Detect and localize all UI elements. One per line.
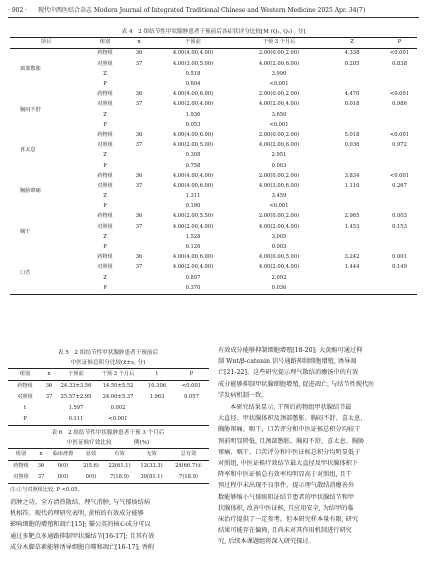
text-line: 机相符。现代药理研究表明, 黄柏的有效成分能够 <box>10 510 144 518</box>
table4-cell: 0.604 <box>185 81 201 88</box>
table5-row <box>8 381 209 393</box>
text-line: 结果可能存在偏倚, 且尚未对其作用机制进行研究 <box>218 527 352 535</box>
table5 <box>8 368 209 426</box>
table4-cell: 1.311 <box>185 193 201 200</box>
table5-cell <box>140 403 174 414</box>
table4-cell: 4.00(4.00,4.00) <box>172 172 214 179</box>
table6-header-cell: 组别 <box>15 450 27 457</box>
table4-header-cell: 项目 <box>40 39 52 46</box>
table6-header-cell: 有效 <box>114 450 125 457</box>
table4-cell: 0.267 <box>392 182 407 189</box>
table4-cell: <0.001 <box>269 203 289 210</box>
table6-cell: 36 <box>37 462 45 469</box>
table5-cell <box>174 403 209 414</box>
table4 <box>10 37 417 295</box>
table4-cell <box>382 151 417 161</box>
table4-header-cell: 组别 <box>99 39 111 46</box>
table4-item-label: 颈部憋胀 <box>20 65 41 72</box>
table4-cell <box>128 120 150 130</box>
text-line: 大直径、甲状腺体积及颈部憋胀、胸闷不舒、喜太息、 <box>218 415 367 423</box>
table5-header-cell: P <box>189 370 194 377</box>
journal-title: 现代中西医结合杂志 Modern Journal of Integrated Traditional Chinese and Western Medicine 2025 Apr. 34(7) <box>38 7 366 14</box>
table4-cell: 对照组 <box>97 264 113 271</box>
table4-cell: 4.00(4.00,6.00) <box>172 131 214 138</box>
text-line: 成分能够抑制甲状腺细胞增殖, 促进凋亡, 与结节性现代医 <box>218 380 375 388</box>
table4-cell: 对照组 <box>97 223 113 230</box>
table4-cell <box>128 151 150 161</box>
table5-cell: P <box>23 415 27 422</box>
table4-item-label: 口苦 <box>20 269 31 276</box>
table5-cell <box>42 403 56 414</box>
table4-cell <box>382 80 417 90</box>
table4-cell: 4.00(2.00,6.00) <box>258 142 300 149</box>
text-line: 究, 后续本课题组将深入研究探讨。 <box>218 538 315 546</box>
table4-cell: 0.149 <box>392 264 407 271</box>
table6-cell: 37 <box>37 473 45 480</box>
table4-cell <box>128 69 150 79</box>
table4-cell: 36 <box>135 50 143 57</box>
table4-cell <box>382 120 417 130</box>
table6-caption-line1: 表 6 2 组结节性甲状腺肿患者干预 3 个月后 <box>51 430 165 436</box>
table5-cell: 10.306 <box>147 382 167 389</box>
table4-cell: 0.370 <box>185 284 201 291</box>
table4-cell: 0.003 <box>271 162 287 169</box>
table4-cell: 4.00(3.00,5.00) <box>172 60 214 67</box>
table4-cell <box>322 273 382 283</box>
table4-cell <box>128 202 150 212</box>
table6-row <box>8 461 209 473</box>
table4-cell: 0.986 <box>392 101 407 108</box>
table4-cell: 4.00(4.00,6.00) <box>172 91 214 98</box>
text-line: 制 Wnt/β-catenin 信号通路抑制细胞增殖, 诱导凋 <box>218 358 357 366</box>
text-line: 本研究结果显示, 干预后药物组甲状腺结节最 <box>230 404 352 411</box>
text-line: 通过多靶点多通路抑制甲状腺结节[16-17]; 且其有效 <box>10 532 155 540</box>
table6-header-cell: n <box>39 450 43 457</box>
table5-cell <box>174 414 209 426</box>
table4-cell: Z <box>103 193 107 200</box>
table4-cell: <0.001 <box>389 91 410 98</box>
table5-header-cell: n <box>47 370 51 377</box>
table4-cell <box>322 110 382 120</box>
text-line: 预过程中未出现不良事件。提示理气散结消瘿善外 <box>218 482 355 490</box>
table4-cell: 4.470 <box>344 91 360 98</box>
table5-cell: 37 <box>45 393 53 400</box>
table4-cell: 3.990 <box>271 70 287 77</box>
table6-cell: 24(66.7)① <box>175 462 202 469</box>
table4-cell: 3.834 <box>344 172 360 179</box>
table4-cell <box>128 80 150 90</box>
table4-row <box>10 90 417 100</box>
table4-cell: P <box>103 81 107 88</box>
table4-cell: 4.00(4.00,6.00) <box>172 254 214 261</box>
table5-caption-line2: 中医证候总积分比较(x̄±s, 分) <box>70 360 146 366</box>
page-number: · 902 · <box>8 7 28 14</box>
table4-cell: <0.001 <box>269 121 289 128</box>
text-line: 亡[21-22]。这些研究提示理气散结消瘿汤中的有效 <box>218 369 359 377</box>
table4-item-label: 咽干 <box>20 228 31 235</box>
table5-cell: 1.597 <box>68 404 84 411</box>
table4-cell: 36 <box>135 172 143 179</box>
table4-cell: P <box>103 162 107 169</box>
table4-cell <box>128 232 150 242</box>
table6-cell: 22(61.1) <box>108 462 131 469</box>
table4-item-label: 喜太息 <box>20 147 36 154</box>
table4-cell: 对照组 <box>97 60 113 67</box>
table4-cell: 2.00(0.00,2.00) <box>258 131 300 138</box>
text-line: 对照组, 中医证候疗效结节最大直径及甲状腺体积下 <box>218 460 359 468</box>
table4-row <box>10 131 417 141</box>
table5-cell: 对照组 <box>17 393 33 400</box>
table4-cell: 2.951 <box>271 152 287 159</box>
table4-cell: 37 <box>135 223 143 230</box>
table6-header-cell: 临床痊愈 <box>52 450 74 457</box>
table5-header-cell: 干预前 <box>68 370 84 377</box>
table4-cell: 4.00(2.00,6.00) <box>258 60 300 67</box>
table4-cell <box>128 283 150 294</box>
table4-cell: 0.308 <box>185 152 201 159</box>
table4-cell: 1.444 <box>344 264 360 271</box>
table4-cell <box>128 192 150 202</box>
table4-cell: 0.153 <box>392 223 407 230</box>
running-header <box>8 5 419 18</box>
table5-cell: 24.33±3.56 <box>60 382 92 389</box>
table6-header-cell: 显效 <box>85 450 97 457</box>
table4-cell: 3.242 <box>344 254 360 261</box>
table6-cell: 0(0) <box>85 473 97 480</box>
table4-cell: 0.003 <box>271 244 287 251</box>
table4-cell: P <box>103 244 107 251</box>
table4-cell: 4.00(3.00,6.00) <box>258 182 300 189</box>
table4-cell: 4.00(2.00,4.00) <box>172 264 214 271</box>
table4-cell: 3.005 <box>271 233 287 240</box>
table4-cell: 药物组 <box>97 131 113 138</box>
table4-cell: 0.036 <box>271 284 287 291</box>
table4-cell: 0.053 <box>185 121 201 128</box>
table4-cell <box>322 120 382 130</box>
table4-cell: <0.001 <box>389 131 410 138</box>
table4-cell: 37 <box>135 264 143 271</box>
table4-cell: 4.00(2.00,4.00) <box>258 223 300 230</box>
table4-cell: 5.018 <box>344 131 360 138</box>
table6-cell: 12(33.3) <box>140 462 163 469</box>
table4-cell: 4.00(2.00,4.00) <box>258 101 300 108</box>
table4-cell: 0.018 <box>344 101 360 108</box>
table5-cell: <0.001 <box>108 415 128 422</box>
table4-caption: 表 4 2 组结节性甲状腺肿患者干预前后各症状评分比较[M (Q₁, Q₃) , 分] <box>121 29 306 35</box>
text-line: 窜痛、咽干、口苦评分和中医证候总积分均明显低于 <box>218 448 361 456</box>
table4-cell: P <box>103 121 107 128</box>
table4-header-cell: 干预 3 个月后 <box>262 39 296 46</box>
table6-caption-line2: 中医证候疗效比较 例(%) <box>66 440 150 446</box>
table5-row <box>8 414 209 426</box>
table4-cell <box>382 273 417 283</box>
table5-row <box>8 403 209 414</box>
table4-cell <box>322 80 382 90</box>
table4-cell: 0.036 <box>344 142 360 149</box>
table4-cell: 4.00(4.00,6.00) <box>172 182 214 189</box>
table4-cell: <0.001 <box>389 50 410 57</box>
text-line: 床治疗提供了一定参考。但本研究样本量有限, 研究 <box>218 516 359 524</box>
table4-cell: 4.00(2.00,5.00) <box>172 142 214 149</box>
table4-cell <box>322 69 382 79</box>
table4-cell: Z <box>103 70 107 77</box>
table4-cell: 2.00(0.00,2.00) <box>258 50 300 57</box>
table4-cell: 药物组 <box>97 50 113 57</box>
table4-cell <box>322 283 382 294</box>
table6-cell: 药物组 <box>13 462 29 469</box>
right-column-paragraph-1 <box>218 345 420 401</box>
table4-cell: 0.205 <box>344 60 360 67</box>
table4-header-cell: n <box>137 39 141 46</box>
table4-cell: 37 <box>135 182 143 189</box>
table4-row <box>10 253 417 263</box>
table4-cell: P <box>103 284 107 291</box>
text-line: 成分木脚草素能够诱导细胞自噬和凋亡[16-17]; 香附 <box>10 543 155 551</box>
table4-cell <box>382 192 417 202</box>
text-line: 消肿之功。全方清热散结、理气消肿, 与气郁痰结病 <box>10 499 151 506</box>
table4-cell <box>128 110 150 120</box>
table4-row <box>10 49 417 60</box>
table4-cell: Z <box>103 111 107 118</box>
table4-cell <box>382 232 417 242</box>
table4-header-cell: P <box>397 39 402 46</box>
table4-header-cell: 干预前 <box>185 39 201 46</box>
table4-cell: 药物组 <box>97 172 113 179</box>
table5-cell: 36 <box>45 382 53 389</box>
text-line: 状腺体积, 改善中医证候, 且应用安全, 为结甲的临 <box>218 504 354 512</box>
table4-cell <box>322 151 382 161</box>
table6-note: 注:①与对照组比较, P <0.05。 <box>10 487 83 493</box>
text-line: 胸胁窜痛、咽干、口苦评分和中医证候总积分均较干 <box>218 426 361 434</box>
table5-header-cell: 干预 3 个月后 <box>101 370 135 377</box>
table6-cell: 0(0) <box>57 473 69 480</box>
table4-cell: 2.00(0.00,2.00) <box>258 91 300 98</box>
table4-cell: 2.965 <box>344 213 360 220</box>
table6-cell: 0(0) <box>57 462 69 469</box>
table4-cell: 37 <box>135 101 143 108</box>
table4-cell: 2.00(0.00,2.00) <box>258 213 300 220</box>
table5-cell: 0.111 <box>68 415 84 422</box>
table5-cell <box>42 414 56 426</box>
table4-cell: 0.518 <box>185 70 201 77</box>
table4-cell: 对照组 <box>97 142 113 149</box>
table4-cell: 3.459 <box>271 193 287 200</box>
text-line: 数能够缩小气郁痰阻证结节患者的甲状腺结节和甲 <box>218 493 355 501</box>
table4-cell: 0.190 <box>185 203 201 210</box>
table5-cell: t <box>23 404 27 411</box>
table5-caption-line1: 表 5 2 组结节性甲状腺肿患者干预前后 <box>57 350 159 356</box>
table4-cell <box>382 161 417 171</box>
table4-cell: 0.897 <box>185 274 201 281</box>
table4-cell <box>382 202 417 212</box>
text-line: 学发病机制一致。 <box>218 391 268 399</box>
table4-cell: 3.650 <box>271 111 287 118</box>
table4-cell: 1.110 <box>344 182 360 189</box>
table5-row <box>8 392 209 403</box>
table6-cell: 对照组 <box>13 473 29 480</box>
table4-cell <box>322 161 382 171</box>
table5-cell: 0.002 <box>110 404 126 411</box>
table4-cell: 0.972 <box>392 142 407 149</box>
table6-cell: 30(81.1) <box>140 473 163 480</box>
text-line: 预前明显降低, 且颈部憋胀、胸闷不舒、喜太息、胸胁 <box>218 437 365 445</box>
table4-cell: 2.092 <box>271 274 287 281</box>
table4-cell: 0.758 <box>185 162 201 169</box>
table4-cell: Z <box>103 233 107 240</box>
table6-cell: 2(5.6) <box>83 462 99 469</box>
right-column-paragraph-2 <box>218 402 420 548</box>
table5-header-cell: 组别 <box>19 370 31 377</box>
table4-cell <box>382 243 417 253</box>
table4-cell: 药物组 <box>97 91 113 98</box>
table4-cell <box>128 273 150 283</box>
table4-cell: 36 <box>135 91 143 98</box>
table4-cell: Z <box>103 274 107 281</box>
table5-cell: 0.057 <box>184 393 199 400</box>
table5-cell: 药物组 <box>17 382 33 389</box>
table4-header-cell: Z <box>350 39 354 46</box>
table6-header-cell: 总有效 <box>180 450 197 457</box>
table4-cell: 药物组 <box>97 254 113 261</box>
table4-cell: 4.00(2.00,4.00) <box>172 101 214 108</box>
table4-cell: 0.001 <box>392 254 407 261</box>
table4-cell <box>128 161 150 171</box>
table5-cell: 1.963 <box>149 393 165 400</box>
table4-cell: 0.838 <box>392 60 407 67</box>
table4-cell: P <box>103 203 107 210</box>
text-line: 有效成分能够抑制细胞增殖[18-20]; 大黄酚可通过抑 <box>218 347 363 354</box>
table4-row <box>10 212 417 222</box>
table4-cell <box>382 283 417 294</box>
table4-cell: 4.00(2.00,4.00) <box>172 223 214 230</box>
table4-cell: 0.003 <box>392 213 407 220</box>
table4-cell <box>322 202 382 212</box>
table4-cell: 37 <box>135 142 143 149</box>
table4-cell <box>382 110 417 120</box>
table6-header-cell: 无效 <box>146 450 157 457</box>
table6-cell: 7(18.9) <box>179 473 198 480</box>
table4-cell <box>128 243 150 253</box>
table4-cell: 对照组 <box>97 182 113 189</box>
table4-cell <box>322 243 382 253</box>
table4-cell <box>382 69 417 79</box>
table4-cell: 37 <box>135 60 143 67</box>
table6-cell: 7(18.9) <box>110 473 129 480</box>
table4-cell: 36 <box>135 254 143 261</box>
table4-cell: 4.00(0.00,5.00) <box>258 254 300 261</box>
table5-cell: 25.57±2.95 <box>60 393 92 400</box>
table5-cell: 14.50±5.52 <box>102 382 134 389</box>
table4-cell <box>322 192 382 202</box>
table5-cell: 24.00±5.37 <box>102 393 134 400</box>
table4-cell: 36 <box>135 131 143 138</box>
table4-cell: 1.936 <box>185 111 201 118</box>
table6 <box>8 448 209 484</box>
table4-item-label: 胸闷不舒 <box>20 106 41 113</box>
left-column-text <box>10 497 210 553</box>
table4-cell: Z <box>103 152 107 159</box>
table4-cell: 4.00(2.00,5.50) <box>172 213 214 220</box>
table4-cell: 4.00(2.00,4.00) <box>258 264 300 271</box>
table6-row <box>8 472 209 484</box>
table5-cell: <0.001 <box>181 382 202 389</box>
table4-cell: <0.001 <box>389 172 410 179</box>
table4-cell: 36 <box>135 213 143 220</box>
table4-cell <box>322 232 382 242</box>
table5-cell <box>140 414 174 426</box>
table4-cell: 1.453 <box>344 223 360 230</box>
text-line: 降率和中医证候总有效率均明显高于对照组, 且干 <box>218 471 352 479</box>
table4-cell: 0.126 <box>185 244 201 251</box>
table4-cell: 对照组 <box>97 101 113 108</box>
text-line: 影响细胞的增殖和凋亡[15]; 猫公英的核心成分可以 <box>10 521 151 529</box>
table4-item-label: 胸胁窜痛 <box>20 188 41 195</box>
table4-cell: 4.338 <box>344 50 360 57</box>
table4-cell: <0.001 <box>269 81 289 88</box>
table4-cell: 2.00(0.00,2.00) <box>258 172 300 179</box>
table4-cell: 药物组 <box>97 213 113 220</box>
table4-cell: 1.528 <box>185 233 201 240</box>
table5-header-cell: t <box>155 370 159 377</box>
table4-cell: 4.00(4.00,4.00) <box>172 50 214 57</box>
table4-row <box>10 171 417 181</box>
